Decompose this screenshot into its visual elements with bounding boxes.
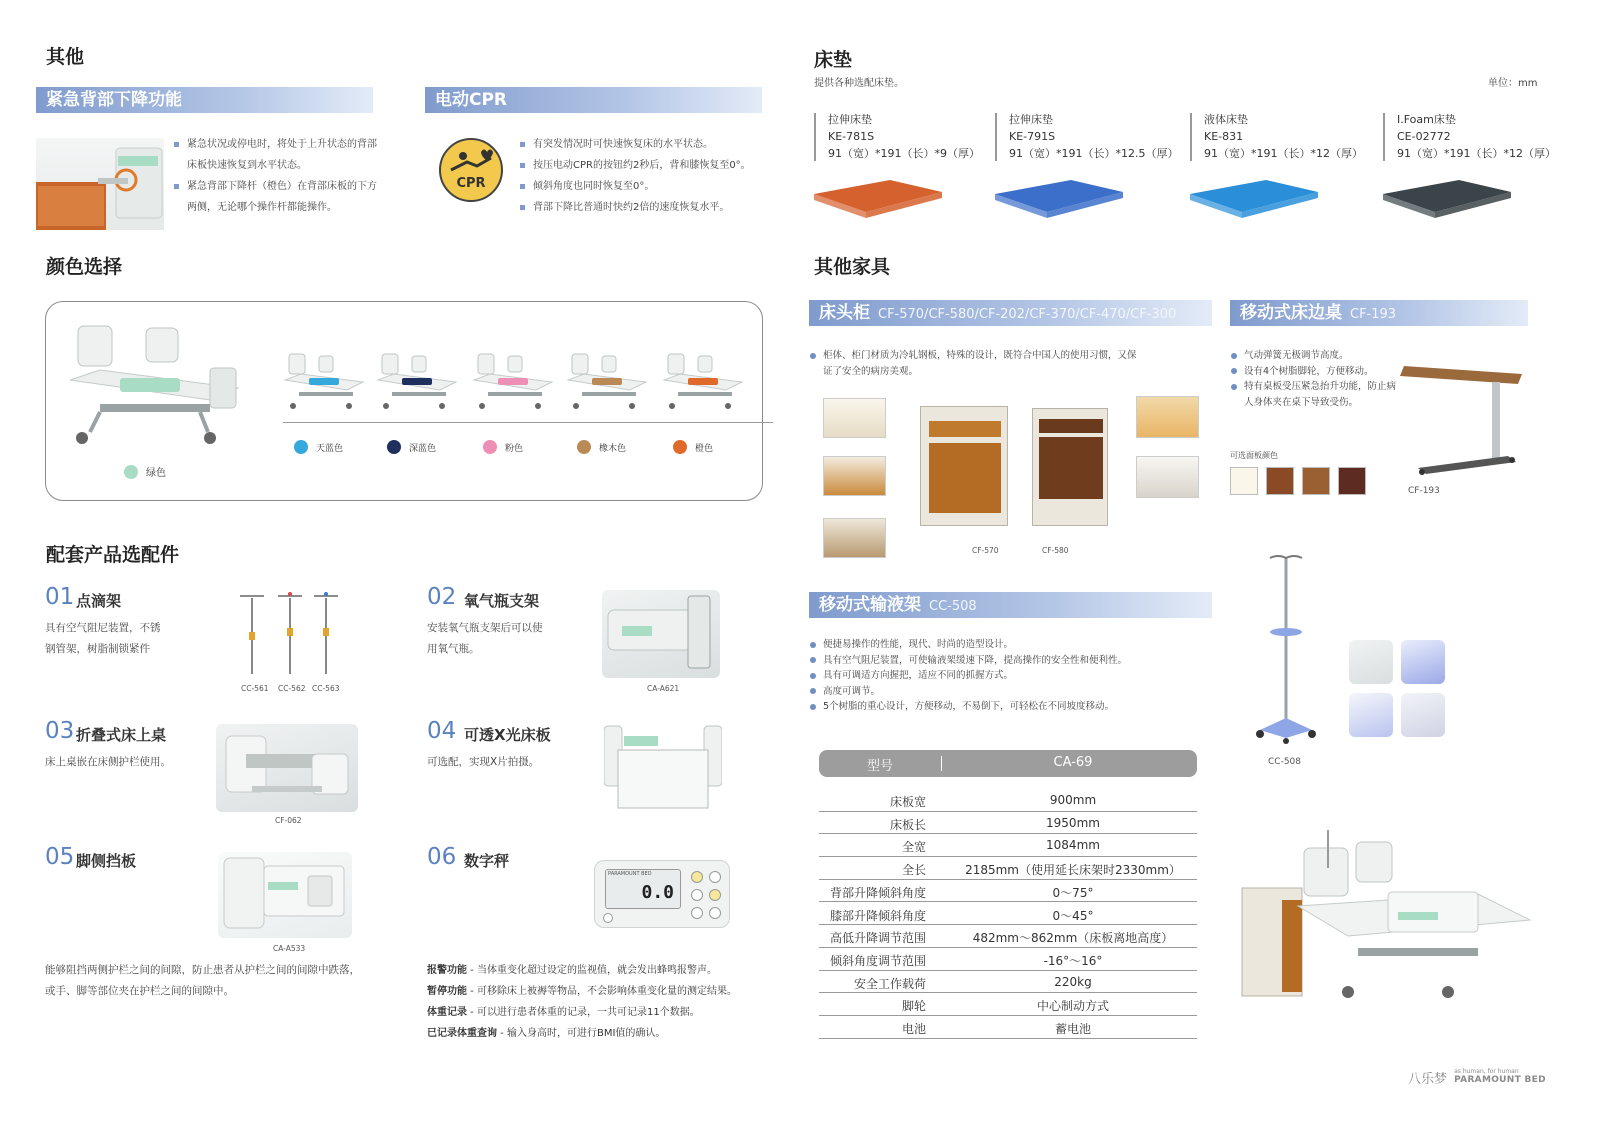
spec-header bbox=[819, 750, 1197, 777]
spec-header-key: 型号 bbox=[866, 759, 893, 774]
color-option bbox=[483, 440, 523, 454]
cpr-bullet: 倾斜角度也同时恢复至0°。 bbox=[519, 176, 769, 197]
bedside-bullet: 柜体、柜门材质为冷轧钢板，特殊的设计，既符合中国人的使用习惯，又保证了安全的病房美观。 bbox=[809, 348, 1139, 379]
overbed-bullets bbox=[1230, 348, 1400, 410]
color-bed-image bbox=[566, 350, 648, 412]
brand-logo bbox=[1408, 1068, 1546, 1087]
acc-title: 可透X光床板 bbox=[464, 726, 551, 744]
overbed-bullet: 设有4个树脂脚轮，方便移动。 bbox=[1230, 364, 1400, 380]
color-option-label: 粉色 bbox=[505, 443, 524, 454]
spec-row bbox=[819, 948, 1197, 971]
iv-bullet: 便捷易操作的性能，现代、时尚的造型设计。 bbox=[809, 637, 1229, 653]
overbed-bullet: 特有桌板受压紧急抬升功能，防止病人身体夹在桌下导致受伤。 bbox=[1230, 379, 1400, 410]
panel-color-swatch bbox=[1302, 467, 1330, 495]
mattress-name: 拉伸床垫 bbox=[828, 113, 872, 126]
mattress-divider bbox=[1190, 113, 1192, 161]
panel-color-swatch bbox=[1338, 467, 1366, 495]
scale-features bbox=[427, 960, 767, 1044]
mattress-divider bbox=[1383, 113, 1385, 161]
iv-bullet: 5个树脂的重心设计，方便移动，不易倒下，可轻松在不同坡度移动。 bbox=[809, 699, 1229, 715]
spec-key: 全宽 bbox=[901, 840, 926, 855]
oxygen-holder-image bbox=[602, 590, 720, 678]
cabinet-detail-image bbox=[823, 398, 886, 438]
color-bed-image bbox=[283, 350, 365, 412]
scale-button[interactable] bbox=[691, 889, 703, 901]
acc-desc: 能够阻挡两侧护栏之间的间隙，防止患者从护栏之间的间隙中跌落，或手、脚等部位夹在护栏之间的间隙中。 bbox=[45, 964, 360, 997]
spec-key: 倾斜角度调节范围 bbox=[829, 953, 926, 968]
cpr-icon bbox=[439, 138, 503, 202]
scale-screen bbox=[605, 869, 681, 909]
brand-en: PARAMOUNT BED bbox=[1454, 1075, 1546, 1085]
mattress-model: KE-791S bbox=[1009, 130, 1056, 143]
color-option bbox=[387, 440, 436, 454]
acc-caption: CC-563 bbox=[312, 684, 340, 693]
color-main-label: 绿色 bbox=[146, 468, 166, 479]
scale-button[interactable] bbox=[709, 889, 721, 901]
spec-row bbox=[819, 971, 1197, 994]
spec-value: 482mm～862mm（床板离地高度） bbox=[972, 931, 1174, 946]
acc-caption: CA-A533 bbox=[273, 944, 306, 953]
spec-value: 0～75° bbox=[1052, 885, 1094, 900]
scale-button[interactable] bbox=[691, 907, 703, 919]
spec-row bbox=[819, 880, 1197, 903]
acc-desc: 可选配，实现X片拍摄。 bbox=[427, 756, 540, 768]
acc-caption: CC-562 bbox=[278, 684, 306, 693]
spec-value: -16°～16° bbox=[1043, 953, 1103, 968]
mattress-model: CE-02772 bbox=[1397, 130, 1451, 143]
color-option bbox=[673, 440, 713, 454]
cpr-icon-label: CPR bbox=[456, 176, 486, 191]
mattress-image bbox=[1186, 172, 1322, 220]
overbed-title: 移动式床边桌 CF-193 bbox=[1230, 300, 1528, 326]
mattress-spec bbox=[1397, 111, 1556, 162]
cabinet-detail-image bbox=[823, 456, 886, 496]
color-option-label: 天蓝色 bbox=[316, 443, 344, 454]
acc-title: 氧气瓶支架 bbox=[464, 592, 540, 610]
color-bed-image bbox=[472, 350, 554, 412]
color-swatch bbox=[387, 440, 401, 454]
cpr-title: 电动CPR bbox=[425, 87, 762, 113]
color-bed-image bbox=[662, 350, 744, 412]
spec-value: 900mm bbox=[1049, 793, 1097, 807]
spec-value: 蓄电池 bbox=[1054, 1022, 1091, 1036]
mattress-image bbox=[991, 172, 1127, 220]
iv-detail-image bbox=[1401, 640, 1445, 684]
spec-key: 电池 bbox=[901, 1022, 926, 1036]
mattress-size: 91（宽）*191（长）*12（厚） bbox=[1397, 147, 1556, 160]
bedside-bullets bbox=[809, 348, 1139, 379]
mattress-model: KE-781S bbox=[828, 130, 875, 143]
iv-poles-image bbox=[230, 588, 350, 680]
mattress-size: 91（宽）*191（长）*12.5（厚） bbox=[1009, 147, 1179, 160]
bed-table-image bbox=[216, 724, 358, 812]
scale-feature: 已记录体重查询 - 输入身高时，可进行BMI值的确认。 bbox=[427, 1028, 666, 1039]
acc-desc: 床上桌嵌在床侧护栏使用。 bbox=[45, 756, 171, 768]
mattress-spec bbox=[1204, 111, 1363, 162]
acc-title: 脚侧挡板 bbox=[76, 852, 137, 870]
brand-tag: as human, for human bbox=[1454, 1068, 1519, 1075]
bed-with-cabinet-image bbox=[1238, 828, 1538, 1008]
acc-num: 05 bbox=[45, 844, 75, 870]
iv-detail-image bbox=[1349, 693, 1393, 737]
spec-value: 2185mm（使用延长床架时2330mm） bbox=[965, 863, 1181, 878]
spec-row bbox=[819, 903, 1197, 926]
emergency-bullet: 紧急状况或停电时，将处于上升状态的背部床板快速恢复到水平状态。 bbox=[173, 134, 378, 176]
iv-caption: CC-508 bbox=[1268, 757, 1301, 767]
spec-key: 膝部升降倾斜角度 bbox=[829, 908, 926, 923]
section-title-other: 其他 bbox=[46, 46, 85, 68]
scale-power-button[interactable] bbox=[603, 913, 613, 923]
mattress-spec bbox=[828, 111, 980, 162]
spec-key: 全长 bbox=[901, 863, 926, 878]
bedside-caption: CF-580 bbox=[1042, 546, 1069, 555]
cabinet-cf570-image bbox=[920, 406, 1008, 526]
cabinet-detail-image bbox=[1136, 396, 1199, 438]
color-swatch bbox=[673, 440, 687, 454]
acc-desc: 具有空气阻尼装置，不锈钢管架，树脂制锁紧件 bbox=[45, 622, 161, 655]
color-option bbox=[577, 440, 626, 454]
spec-key: 安全工作载荷 bbox=[853, 976, 926, 991]
mattress-unit: 单位：mm bbox=[1488, 78, 1538, 89]
acc-title: 数字秤 bbox=[464, 852, 510, 870]
mattress-model: KE-831 bbox=[1204, 130, 1244, 143]
mattress-image bbox=[810, 172, 946, 220]
emergency-title: 紧急背部下降功能 bbox=[36, 87, 373, 113]
mattress-divider bbox=[995, 113, 997, 161]
spec-key: 高低升降调节范围 bbox=[829, 931, 926, 946]
cabinet-detail-image bbox=[823, 518, 886, 558]
iv-detail-image bbox=[1349, 640, 1393, 684]
scale-feature: 报警功能 - 当体重变化超过设定的监视值，就会发出蜂鸣报警声。 bbox=[427, 965, 717, 976]
digital-scale bbox=[594, 860, 730, 928]
acc-caption: CC-561 bbox=[241, 684, 269, 693]
spec-row bbox=[819, 857, 1197, 880]
mattress-intro: 提供各种选配床垫。 bbox=[814, 78, 904, 89]
spec-key: 床板长 bbox=[889, 817, 926, 832]
scale-feature: 体重记录 - 可以进行患者体重的记录，一共可记录11个数据。 bbox=[427, 1007, 700, 1018]
iv-bullets bbox=[809, 637, 1229, 715]
scale-button[interactable] bbox=[709, 871, 721, 883]
mattress-name: 拉伸床垫 bbox=[1009, 113, 1053, 126]
spec-row bbox=[819, 1016, 1197, 1039]
panel-color-swatch bbox=[1230, 467, 1258, 495]
scale-button[interactable] bbox=[691, 871, 703, 883]
spec-row bbox=[819, 993, 1197, 1016]
spec-value: 0～45° bbox=[1052, 908, 1094, 923]
mattress-size: 91（宽）*191（长）*9（厚） bbox=[828, 147, 980, 160]
acc-num: 06 bbox=[427, 844, 457, 870]
iv-title: 移动式输液架 CC-508 bbox=[809, 592, 1212, 618]
iv-stand-image bbox=[1250, 552, 1322, 744]
cpr-bullets bbox=[519, 134, 769, 218]
xray-board-image bbox=[604, 722, 722, 814]
cpr-bullet: 背部下降比普通时快约2倍的速度恢复水平。 bbox=[519, 197, 769, 218]
bedside-caption: CF-570 bbox=[972, 546, 999, 555]
iv-bullet: 具有可调适方向握把，适应不同的抓握方式。 bbox=[809, 668, 1229, 684]
emergency-photo bbox=[36, 138, 164, 230]
spec-row bbox=[819, 925, 1197, 948]
scale-readout: 0.0 bbox=[641, 882, 674, 903]
section-title-mattress: 床垫 bbox=[814, 49, 853, 71]
spec-row bbox=[819, 834, 1197, 857]
overbed-table-image bbox=[1398, 360, 1528, 478]
acc-num: 01 bbox=[45, 584, 75, 610]
cpr-bullet: 有突发情况时可快速恢复床的水平状态。 bbox=[519, 134, 769, 155]
acc-desc: 安装氧气瓶支架后可以使用氧气瓶。 bbox=[427, 622, 543, 655]
acc-num: 02 bbox=[427, 584, 457, 610]
mattress-spec bbox=[1009, 111, 1178, 162]
iv-detail-image bbox=[1401, 693, 1445, 737]
emergency-bullet: 紧急背部下降杆（橙色）在背部床板的下方两侧，无论哪个操作杆都能操作。 bbox=[173, 176, 378, 218]
spec-key: 床板宽 bbox=[889, 795, 926, 809]
spec-value: 220kg bbox=[1054, 974, 1092, 989]
mattress-size: 91（宽）*191（长）*12（厚） bbox=[1204, 147, 1363, 160]
color-option-label: 橡木色 bbox=[599, 443, 627, 454]
main-bed-image bbox=[60, 320, 240, 448]
acc-num: 04 bbox=[427, 718, 457, 744]
color-option-label: 深蓝色 bbox=[409, 443, 437, 454]
section-title-color: 颜色选择 bbox=[46, 256, 123, 278]
scale-brand: PARAMOUNT BED bbox=[608, 871, 652, 877]
spec-row bbox=[819, 812, 1197, 835]
panel-color-swatch bbox=[1266, 467, 1294, 495]
cpr-bullet: 按压电动CPR的按钮约2秒后，背和膝恢复至0°。 bbox=[519, 155, 769, 176]
mattress-image bbox=[1379, 172, 1515, 220]
spec-value: 1950mm bbox=[1046, 815, 1100, 830]
spec-key: 脚轮 bbox=[901, 999, 926, 1014]
cabinet-detail-image bbox=[1136, 456, 1199, 498]
acc-caption: CF-062 bbox=[275, 816, 302, 825]
scale-feature: 暂停功能 - 可移除床上被褥等物品，不会影响体重变化量的测定结果。 bbox=[427, 986, 737, 997]
color-divider bbox=[283, 422, 773, 423]
spec-header-value: CA-69 bbox=[1053, 755, 1093, 770]
emergency-bullets bbox=[173, 134, 378, 218]
acc-caption: CA-A621 bbox=[647, 684, 680, 693]
spec-row bbox=[819, 789, 1197, 812]
spec-value: 中心制动方式 bbox=[1036, 999, 1109, 1014]
color-main bbox=[124, 464, 166, 479]
foot-guard-image bbox=[218, 852, 352, 938]
swatch-main bbox=[124, 465, 138, 479]
cabinet-cf580-image bbox=[1032, 408, 1108, 526]
iv-bullet: 高度可调节。 bbox=[809, 684, 1229, 700]
spec-value: 1084mm bbox=[1046, 838, 1100, 853]
mattress-name: I.Foam床垫 bbox=[1397, 113, 1456, 126]
mattress-divider bbox=[814, 113, 816, 161]
acc-title: 折叠式床上桌 bbox=[76, 726, 167, 744]
section-title-furniture: 其他家具 bbox=[814, 256, 891, 278]
overbed-caption: CF-193 bbox=[1408, 486, 1440, 496]
acc-num: 03 bbox=[45, 718, 75, 744]
color-option-label: 橙色 bbox=[695, 443, 714, 454]
mattress-name: 液体床垫 bbox=[1204, 113, 1248, 126]
color-swatch bbox=[294, 440, 308, 454]
iv-bullet: 具有空气阻尼装置，可使输液架缓速下降，提高操作的安全性和便利性。 bbox=[809, 653, 1229, 669]
color-option bbox=[294, 440, 343, 454]
overbed-bullet: 气动弹簧无极调节高度。 bbox=[1230, 348, 1400, 364]
spec-key: 背部升降倾斜角度 bbox=[829, 885, 926, 900]
acc-title: 点滴架 bbox=[76, 592, 122, 610]
brand-cn: 八乐梦 bbox=[1408, 1072, 1448, 1087]
color-swatch bbox=[483, 440, 497, 454]
color-swatch bbox=[577, 440, 591, 454]
bedside-title: 床头柜 CF-570/CF-580/CF-202/CF-370/CF-470/CF-300 bbox=[809, 300, 1212, 326]
section-title-accessories: 配套产品选配件 bbox=[46, 544, 180, 566]
panel-colors-label: 可选面板颜色 bbox=[1230, 451, 1278, 460]
color-bed-image bbox=[376, 350, 458, 412]
scale-button[interactable] bbox=[709, 907, 721, 919]
